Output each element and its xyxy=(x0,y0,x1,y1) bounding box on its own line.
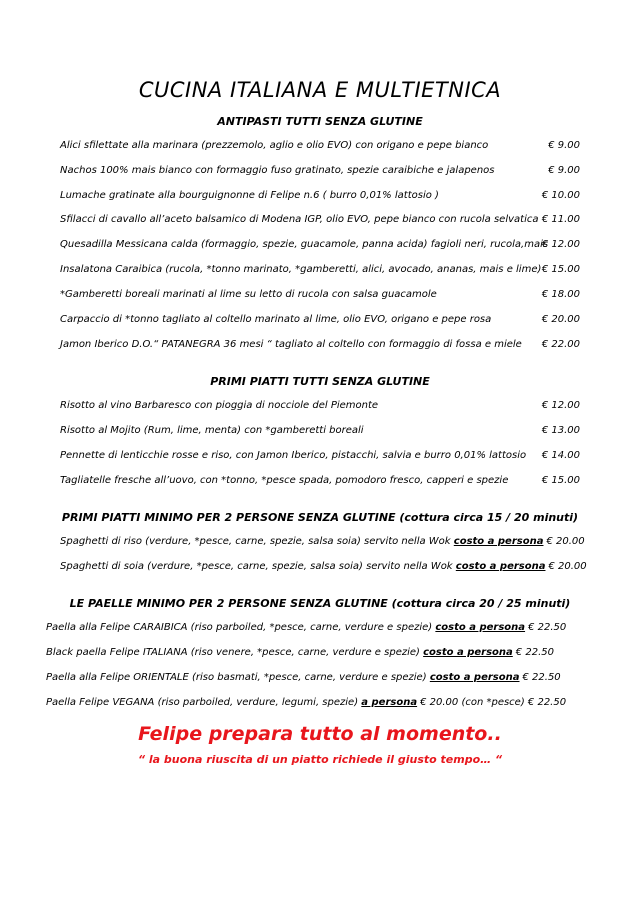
menu-item xyxy=(60,239,580,255)
item-description: Carpaccio di *tonno tagliato al coltello marinato al lime, olio EVO, origano e pepe rosa xyxy=(60,314,492,325)
item-price: € 22.00 xyxy=(541,339,580,350)
menu-item xyxy=(60,264,580,280)
item-description: Nachos 100% mais bianco con formaggio fuso gratinato, spezie caraibiche e jalapenos xyxy=(60,165,495,176)
menu-item xyxy=(60,214,580,230)
item-description-line xyxy=(60,536,585,547)
item-description: Paella alla Felipe ORIENTALE (riso basmati, *pesce, carne, verdure e spezie) xyxy=(46,672,427,683)
menu-item xyxy=(60,475,580,491)
item-price: € 22.50 xyxy=(522,672,561,683)
item-description-line xyxy=(46,647,554,658)
per-person-label: costo a persona xyxy=(423,647,513,658)
menu-item xyxy=(60,140,580,156)
item-description: Risotto al Mojito (Rum, lime, menta) con *gamberetti boreali xyxy=(60,425,364,436)
item-price: € 14.00 xyxy=(541,450,580,461)
per-person-label: costo a persona xyxy=(429,672,520,683)
item-price: € 20.00 xyxy=(546,536,585,547)
menu-item xyxy=(60,190,580,206)
item-description-line xyxy=(46,697,566,708)
item-description: Spaghetti di soia (verdure, *pesce, carne, spezie, salsa soia) servito nella Wok xyxy=(60,561,453,572)
menu-item xyxy=(46,647,594,663)
item-description: Alici sfilettate alla marinara (prezzemolo, aglio e olio EVO) con origano e pepe bianco xyxy=(60,140,489,151)
per-person-label: costo a persona xyxy=(455,561,546,572)
item-price: € 22.50 xyxy=(528,622,567,633)
item-description: Pennette di lenticchie rosse e riso, con Jamon Iberico, pistacchi, salvia e burro 0,01% lattosio xyxy=(60,450,527,461)
menu-item xyxy=(60,450,580,466)
item-price: € 22.50 xyxy=(515,647,554,658)
menu-item xyxy=(60,561,587,577)
item-description: *Gamberetti boreali marinati al lime su letto di rucola con salsa guacamole xyxy=(60,289,437,300)
item-price: € 20.00 xyxy=(548,561,587,572)
item-price: € 9.00 xyxy=(548,140,580,151)
item-price: € 20.00 (con *pesce) € 22.50 xyxy=(420,697,567,708)
menu-item xyxy=(46,622,594,638)
item-description: Paella alla Felipe CARAIBICA (riso parboiled, *pesce, carne, verdure e spezie) xyxy=(46,622,433,633)
item-description: Tagliatelle fresche all’uovo, con *tonno, *pesce spada, pomodoro fresco, capperi e spezie xyxy=(60,475,509,486)
item-price: € 15.00 xyxy=(541,264,580,275)
antipasti-heading: ANTIPASTI TUTTI SENZA GLUTINE xyxy=(217,115,423,128)
slogan: Felipe prepara tutto al momento.. xyxy=(138,723,502,745)
subslogan: “ la buona riuscita di un piatto richiede il giusto tempo… “ xyxy=(137,753,503,766)
item-price: € 12.00 xyxy=(541,400,580,411)
menu-title: CUCINA ITALIANA E MULTIETNICA xyxy=(138,78,502,102)
per-person-label: costo a persona xyxy=(453,536,544,547)
item-price: € 15.00 xyxy=(541,475,580,486)
item-description: Quesadilla Messicana calda (formaggio, spezie, guacamole, panna acida) fagioli neri, rucola,mais xyxy=(60,239,549,250)
item-price: € 18.00 xyxy=(541,289,580,300)
item-description-line xyxy=(60,561,587,572)
item-price: € 10.00 xyxy=(541,190,580,201)
item-description: Black paella Felipe ITALIANA (riso venere, *pesce, carne, verdure e spezie) xyxy=(46,647,424,658)
item-description-line xyxy=(46,622,566,633)
item-description: Risotto al vino Barbaresco con pioggia di nocciole del Piemonte xyxy=(60,400,379,411)
menu-item xyxy=(60,289,580,305)
primi-heading: PRIMI PIATTI TUTTI SENZA GLUTINE xyxy=(210,375,430,388)
item-description: Lumache gratinate alla bourguignonne di Felipe n.6 ( burro 0,01% lattosio ) xyxy=(60,190,439,201)
menu-item xyxy=(60,425,580,441)
menu-item xyxy=(60,314,580,330)
item-price: € 20.00 xyxy=(541,314,580,325)
per-person-label: a persona xyxy=(361,697,418,708)
item-description: Paella Felipe VEGANA (riso parboiled, verdure, legumi, spezie) xyxy=(46,697,359,708)
item-price: € 12.00 xyxy=(541,239,580,250)
item-description: Insalatona Caraibica (rucola, *tonno marinato, *gamberetti, alici, avocado, ananas, mais e lime) xyxy=(60,264,542,275)
menu-item xyxy=(46,672,594,688)
menu-item xyxy=(60,400,580,416)
item-description: Spaghetti di riso (verdure, *pesce, carne, spezie, salsa soia) servito nella Wok xyxy=(60,536,451,547)
menu-item xyxy=(60,339,580,355)
item-price: € 13.00 xyxy=(541,425,580,436)
item-description: Jamon Iberico D.O.“ PATANEGRA 36 mesi “ tagliato al coltello con formaggio di fossa e miele xyxy=(60,339,522,350)
item-price: € 9.00 xyxy=(548,165,580,176)
item-price: € 11.00 xyxy=(541,214,580,225)
menu-item xyxy=(46,697,594,713)
item-description: Sfilacci di cavallo all’aceto balsamico di Modena IGP, olio EVO, pepe bianco con rucola selvatica xyxy=(60,214,539,225)
menu-item xyxy=(60,165,580,181)
paelle-heading: LE PAELLE MINIMO PER 2 PERSONE SENZA GLUTINE (cottura circa 20 / 25 minuti) xyxy=(69,597,571,610)
per-person-label: costo a persona xyxy=(435,622,526,633)
menu-item xyxy=(60,536,585,552)
primi-min2-heading: PRIMI PIATTI MINIMO PER 2 PERSONE SENZA GLUTINE (cottura circa 15 / 20 minuti) xyxy=(61,511,579,524)
item-description-line xyxy=(46,672,561,683)
